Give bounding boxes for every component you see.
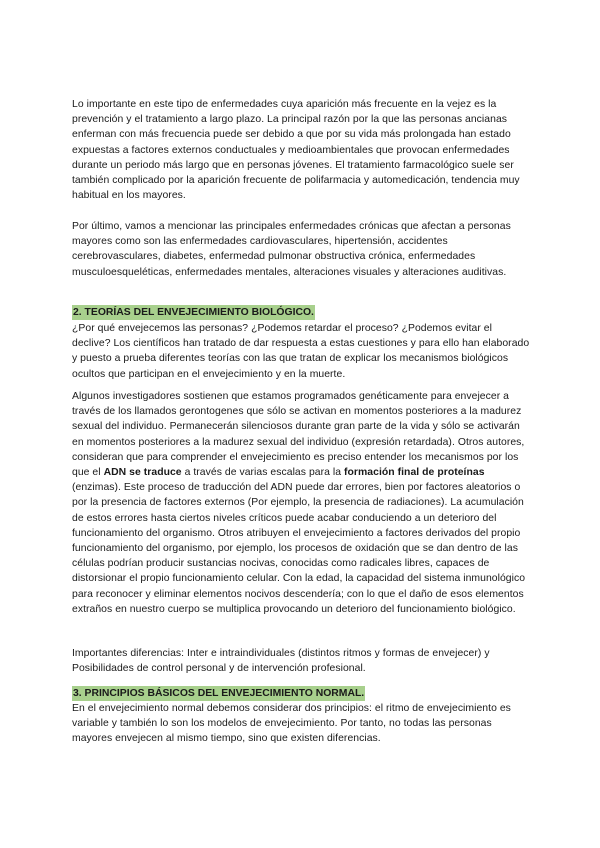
text-run: (enzimas). Este proceso de traducción del ADN puede dar errores, bien por factores aleatorios o por la presencia de factores externos (Por ejemplo, la presencia de radiaciones). La acumulación de estos errores hasta ciertos niveles críticos puede acabar conduciendo a un deterioro del funcionamiento del organismo. Otros atribuyen el envejecimiento a factores derivados del propio funcionamiento del organismo, por ejemplo, los procesos de oxidación que se dan dentro de las células podrían producir sustancias nocivas, conocidas como radicales libres, capaces de distorsionar el propio funcionamiento celular. Con la edad, la capacidad del sistema inmunológico para reconocer y eliminar elementos nocivos descendería; con lo que el daño de esos elementos extraños en nuestro cuerpo se multiplica provocando un deterioro del funcionamiento biológico. bbox=[72, 482, 526, 615]
paragraph-chronic-diseases: Por último, vamos a mencionar las principales enfermedades crónicas que afectan a personas mayores como son las enfermedades cardiovasculares, hipertensión, accidentes cerebrovasculares, diabetes, enfermedad pulmonar obstructiva crónica, enfermedades musculoesqueléticas, enfermedades mentales, alteraciones visuales y alteraciones auditivas. bbox=[72, 221, 511, 278]
text-run: a través de varias escalas para la bbox=[181, 467, 344, 479]
bold-dna-translation: ADN se traduce bbox=[103, 467, 182, 479]
paragraph-genetic-theories bbox=[72, 389, 532, 617]
section-heading-basic-principles: 3. PRINCIPIOS BÁSICOS DEL ENVEJECIMIENTO NORMAL. bbox=[73, 688, 365, 699]
paragraph-prevention: Lo importante en este tipo de enfermedades cuya aparición más frecuente en la vejez es la prevención y el tratamiento a largo plazo. La principal razón por la que las personas ancianas enferman con más frecuencia puede ser debido a que por su vida más prolongada han estado expuestas a factores externos conductuales y medioambientales que provocan enfermedades durante un periodo más largo que en personas jóvenes. El tratamiento farmacológico suele ser también complicado por la aparición frecuente de polifarmacia y automedicación, tendencia muy habitual en los mayores. bbox=[72, 99, 520, 202]
paragraph-normal-aging: En el envejecimiento normal debemos considerar dos principios: el ritmo de envejecimiento es variable y también lo son los modelos de envejecimiento. Por tanto, no todas las personas mayores envejecen al mismo tiempo, sino que existen diferencias. bbox=[72, 703, 511, 745]
bold-protein-formation: formación final de proteínas bbox=[344, 467, 485, 479]
section-heading-biological-theories: 2. TEORÍAS DEL ENVEJECIMIENTO BIOLÓGICO. bbox=[73, 307, 314, 318]
paragraph-why-we-age: ¿Por qué envejecemos las personas? ¿Podemos retardar el proceso? ¿Podemos evitar el declive? Los científicos han tratado de dar respuesta a estas cuestiones y para ello han elaborado y puesto a prueba diferentes teorías con las que tratan de explicar los mecanismos biológicos ocultos que participan en el envejecimiento y en la muerte. bbox=[72, 323, 530, 380]
text-run: Algunos investigadores sostienen que estamos programados genéticamente para envejecer a través de los llamados gerontogenes que sólo se activan en momentos posteriores a la madurez sexual del individuo. Permanecerán silenciosos durante gran parte de la vida y sólo se activarán en momentos posteriores a la madurez sexual del individuo (expresión retardada). Otros autores, consideran que para comprender el envejecimiento es preciso entender los mecanismos por los que el bbox=[72, 391, 525, 479]
paragraph-important-differences: Importantes diferencias: Inter e intraindividuales (distintos ritmos y formas de envejecer) y Posibilidades de control personal y de intervención profesional. bbox=[72, 648, 490, 675]
